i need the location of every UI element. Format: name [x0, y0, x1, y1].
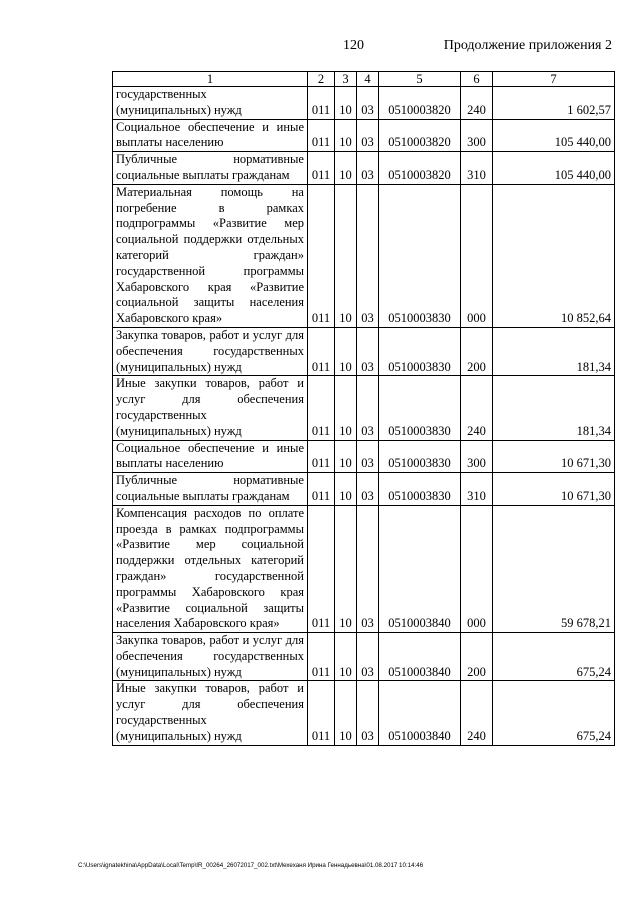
row-name-cell: государственных (муниципальных) нужд: [113, 87, 308, 120]
row-code-cell: 0510003830: [379, 473, 461, 506]
row-code-cell: 03: [357, 681, 379, 745]
table-row: [113, 327, 615, 375]
row-code-cell: 03: [357, 152, 379, 185]
table-row: [113, 505, 615, 632]
row-name-cell: Компенсация расходов по оплате проезда в рамках подпрограммы «Развитие мер социальной поддержки отдельных категорий граждан» государственной программы Хабаровского края «Развитие социальной защиты населения Хабаровского края»: [113, 505, 308, 632]
row-amount-cell: 675,24: [493, 633, 615, 681]
row-code-cell: 10: [335, 327, 357, 375]
row-amount-cell: 675,24: [493, 681, 615, 745]
row-code-cell: 300: [461, 119, 493, 152]
table-row: [113, 87, 615, 120]
row-amount-cell: 105 440,00: [493, 152, 615, 185]
table-row: [113, 473, 615, 506]
row-amount-cell: 10 852,64: [493, 184, 615, 327]
table-row: [113, 119, 615, 152]
row-code-cell: 200: [461, 327, 493, 375]
row-code-cell: 10: [335, 440, 357, 473]
row-code-cell: 200: [461, 633, 493, 681]
row-code-cell: 03: [357, 87, 379, 120]
col-header: 5: [379, 72, 461, 87]
row-name-cell: Социальное обеспечение и иные выплаты населению: [113, 440, 308, 473]
table-row: [113, 633, 615, 681]
col-header: 6: [461, 72, 493, 87]
row-amount-cell: 105 440,00: [493, 119, 615, 152]
col-header: 2: [308, 72, 335, 87]
row-name-cell: Публичные нормативные социальные выплаты гражданам: [113, 152, 308, 185]
row-name-cell: Социальное обеспечение и иные выплаты населению: [113, 119, 308, 152]
page-number: 120: [343, 38, 364, 53]
row-code-cell: 240: [461, 681, 493, 745]
row-code-cell: 300: [461, 440, 493, 473]
table-row: [113, 681, 615, 745]
budget-table: [112, 71, 615, 746]
row-code-cell: 0510003820: [379, 119, 461, 152]
row-code-cell: 011: [308, 152, 335, 185]
row-code-cell: 000: [461, 505, 493, 632]
row-name-cell: Закупка товаров, работ и услуг для обеспечения государственных (муниципальных) нужд: [113, 633, 308, 681]
row-code-cell: 03: [357, 327, 379, 375]
row-code-cell: 10: [335, 184, 357, 327]
row-name-cell: Материальная помощь на погребение в рамках подпрограммы «Развитие мер социальной поддержки отдельных категорий граждан» государственной программы Хабаровского края «Развитие социальной защиты населения Хабаровского края»: [113, 184, 308, 327]
row-code-cell: 10: [335, 633, 357, 681]
row-code-cell: 0510003840: [379, 681, 461, 745]
row-code-cell: 011: [308, 327, 335, 375]
row-code-cell: 0510003820: [379, 152, 461, 185]
row-name-cell: Публичные нормативные социальные выплаты гражданам: [113, 473, 308, 506]
row-code-cell: 10: [335, 87, 357, 120]
row-code-cell: 03: [357, 473, 379, 506]
row-code-cell: 240: [461, 376, 493, 440]
continuation-label: Продолжение приложения 2: [443, 38, 612, 53]
row-code-cell: 011: [308, 633, 335, 681]
row-code-cell: 0510003840: [379, 633, 461, 681]
table-row: [113, 440, 615, 473]
row-amount-cell: 181,34: [493, 376, 615, 440]
table-row: [113, 152, 615, 185]
col-header: 4: [357, 72, 379, 87]
col-header: 1: [113, 72, 308, 87]
row-code-cell: 310: [461, 152, 493, 185]
table-row: [113, 184, 615, 327]
row-amount-cell: 10 671,30: [493, 440, 615, 473]
row-code-cell: 011: [308, 87, 335, 120]
row-code-cell: 011: [308, 119, 335, 152]
row-amount-cell: 10 671,30: [493, 473, 615, 506]
row-code-cell: 03: [357, 505, 379, 632]
row-name-cell: Иные закупки товаров, работ и услуг для обеспечения государственных (муниципальных) нужд: [113, 376, 308, 440]
row-code-cell: 0510003830: [379, 376, 461, 440]
row-code-cell: 10: [335, 376, 357, 440]
row-amount-cell: 59 678,21: [493, 505, 615, 632]
col-header: 3: [335, 72, 357, 87]
row-code-cell: 0510003820: [379, 87, 461, 120]
row-code-cell: 0510003840: [379, 505, 461, 632]
row-code-cell: 10: [335, 473, 357, 506]
col-header: 7: [493, 72, 615, 87]
table-row: [113, 376, 615, 440]
row-name-cell: Иные закупки товаров, работ и услуг для обеспечения государственных (муниципальных) нужд: [113, 681, 308, 745]
row-code-cell: 10: [335, 119, 357, 152]
row-code-cell: 0510003830: [379, 440, 461, 473]
row-code-cell: 10: [335, 505, 357, 632]
row-code-cell: 03: [357, 119, 379, 152]
row-code-cell: 240: [461, 87, 493, 120]
row-code-cell: 011: [308, 184, 335, 327]
row-code-cell: 03: [357, 633, 379, 681]
row-code-cell: 011: [308, 473, 335, 506]
row-amount-cell: 181,34: [493, 327, 615, 375]
row-name-cell: Закупка товаров, работ и услуг для обеспечения государственных (муниципальных) нужд: [113, 327, 308, 375]
row-code-cell: 310: [461, 473, 493, 506]
row-code-cell: 03: [357, 376, 379, 440]
row-code-cell: 011: [308, 505, 335, 632]
header-row: [113, 72, 615, 87]
row-code-cell: 011: [308, 376, 335, 440]
row-code-cell: 10: [335, 681, 357, 745]
file-path-footer: C:\Users\ignatekhina\AppData\Local\Temp\IR_00264_26072017_002.txt\Мехеханя Ирина Геннадьевна\01.08.2017 10:14:46: [78, 862, 424, 869]
row-code-cell: 011: [308, 440, 335, 473]
row-amount-cell: 1 602,57: [493, 87, 615, 120]
row-code-cell: 03: [357, 184, 379, 327]
row-code-cell: 0510003830: [379, 184, 461, 327]
row-code-cell: 0510003830: [379, 327, 461, 375]
row-code-cell: 000: [461, 184, 493, 327]
row-code-cell: 03: [357, 440, 379, 473]
row-code-cell: 10: [335, 152, 357, 185]
row-code-cell: 011: [308, 681, 335, 745]
